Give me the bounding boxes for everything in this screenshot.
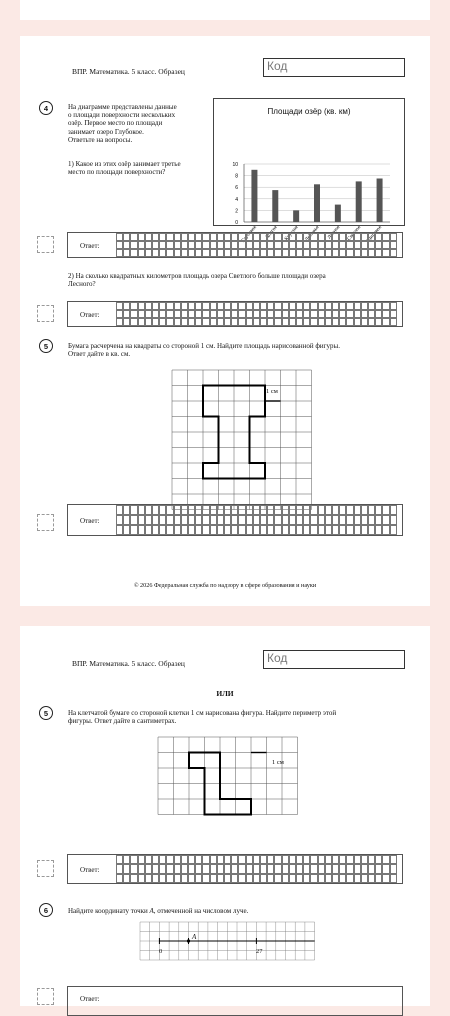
perimeter-figure-grid (158, 737, 308, 817)
y-tick-label: 2 (235, 208, 238, 215)
bar-Лесное (335, 205, 341, 222)
task5-alt-text: На клетчатой бумаге со стороной клетки 1 см нарисована фигура. Найдите периметр этой фигуры. Ответ дайте в сантиметрах. (68, 709, 337, 726)
task-number-5: 5 (39, 339, 53, 353)
score-box-4-2[interactable] (37, 305, 54, 322)
task-number-5-alt: 5 (39, 706, 53, 720)
answer-cells (116, 302, 400, 326)
x-tick-label: Широкое (365, 224, 384, 244)
x-tick-label: Лесное (326, 224, 342, 241)
y-tick-label: 8 (235, 173, 238, 180)
score-box-6[interactable] (37, 988, 54, 1005)
answer-label: Ответ: (80, 995, 100, 1003)
task4-intro: На диаграмме представлены данные о площади поверхности нескольких озёр. Первое место по площади занимает озеро Глубокое. Ответьте на вопросы. (68, 103, 177, 144)
code-field[interactable]: Код (263, 650, 405, 669)
bar-Круглое (293, 210, 299, 222)
task6-text: Найдите координату точки A, отмеченной на числовом луче. (68, 907, 249, 915)
bar-Долгое (272, 190, 278, 222)
x-tick-label: Долгое (264, 224, 279, 241)
task-number-4: 4 (39, 101, 53, 115)
score-box-5[interactable] (37, 514, 54, 531)
bar-Лебяжье (314, 184, 320, 222)
copyright-footer: © 2026 Федеральная служба по надзору в сфере образования и науки (133, 582, 317, 589)
answer-label: Ответ: (80, 517, 100, 525)
y-tick-label: 6 (235, 185, 238, 192)
answer-label: Ответ: (80, 311, 100, 319)
bar-Светлое (356, 181, 362, 222)
or-label: ИЛИ (216, 689, 234, 698)
previous-page-fragment (20, 0, 430, 20)
code-field[interactable]: Код (263, 58, 405, 77)
task4-question-2: 2) На сколько квадратных километров площадь озера Светлого больше площади озера Лесного? (68, 272, 326, 289)
answer-box-5-alt[interactable] (67, 854, 403, 884)
answer-cells (116, 505, 400, 535)
y-tick-label: 10 (232, 162, 238, 168)
page-header-title: ВПР. Математика. 5 класс. Образец (72, 659, 185, 668)
answer-label: Ответ: (80, 242, 100, 250)
point-a-label: A (192, 933, 197, 941)
page-header-title: ВПР. Математика. 5 класс. Образец (72, 67, 185, 76)
answer-box-5[interactable] (67, 504, 403, 536)
worksheet-page-2 (20, 626, 430, 1006)
x-tick-label: Круглое (283, 224, 300, 243)
task4-question-1: 1) Какое из этих озёр занимает третье место по площади поверхности? (68, 160, 181, 177)
task-number-6: 6 (39, 903, 53, 917)
scale-label: 1 см (272, 759, 284, 766)
score-box-5-alt[interactable] (37, 860, 54, 877)
chart-title: Площади озёр (кв. км) (267, 107, 351, 116)
point-a-marker (187, 939, 190, 942)
ray-label-27: 27 (256, 948, 263, 955)
number-ray (140, 922, 320, 962)
chart-plot (214, 99, 406, 244)
x-tick-label: Лебяжье (303, 224, 321, 243)
ray-label-zero: 0 (159, 948, 163, 955)
answer-box-4-1[interactable] (67, 232, 403, 258)
answer-label: Ответ: (80, 866, 100, 874)
y-tick-label: 4 (235, 196, 238, 203)
task5-text: Бумага расчерчена на квадраты со стороной 1 см. Найдите площадь нарисованной фигуры. Ответ дайте в кв. см. (68, 342, 341, 359)
lake-area-chart (213, 98, 405, 244)
answer-box-6[interactable] (67, 986, 403, 1016)
answer-cells (116, 855, 400, 883)
bar-Широкое (377, 179, 383, 223)
bar-Глубокое (251, 170, 257, 222)
area-figure-grid (172, 370, 312, 510)
answer-cells (116, 233, 400, 257)
score-box-4-1[interactable] (37, 236, 54, 253)
y-tick-label: 0 (235, 220, 238, 226)
x-tick-label: Глубокое (240, 224, 258, 244)
x-tick-label: Светлое (346, 224, 363, 242)
scale-label: 1 см (266, 388, 278, 395)
worksheet-page-1 (20, 36, 430, 606)
answer-box-4-2[interactable] (67, 301, 403, 327)
